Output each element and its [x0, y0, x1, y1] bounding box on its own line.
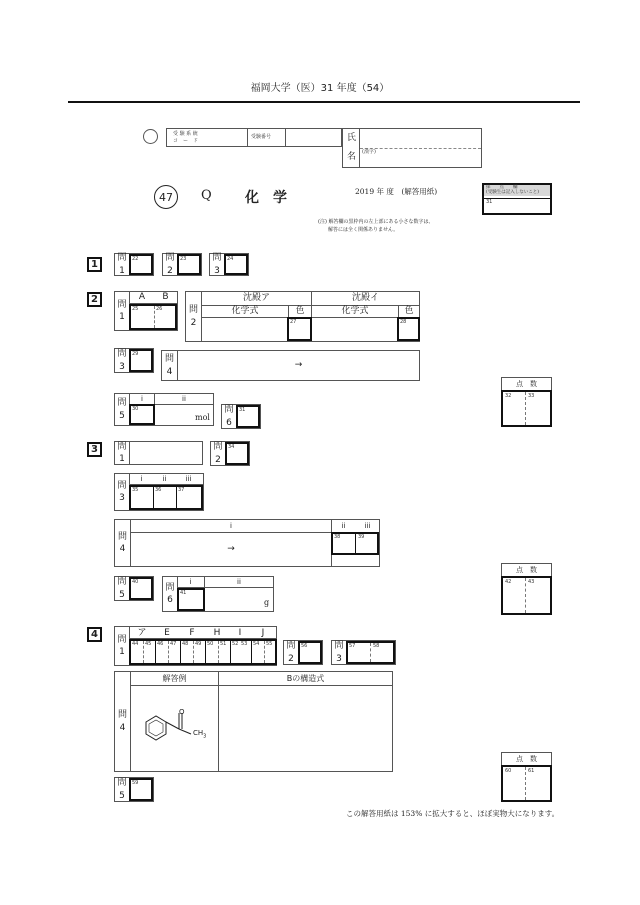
q4-2: 問 2 56 — [283, 640, 323, 665]
answer-box[interactable]: 23 — [177, 254, 201, 275]
section-2-number: 2 — [87, 292, 102, 307]
exam-code-label: 受 験 系 統 コ ー ド — [173, 131, 199, 144]
exam-info-row — [166, 128, 342, 147]
admin-label: 採 点 欄 (受験生は記入しないこと) — [486, 185, 540, 195]
answer-box[interactable]: 57 58 — [346, 641, 395, 664]
q4-5: 問 5 59 — [114, 777, 154, 802]
q3-6: 問 6 i ii 41 g — [162, 576, 274, 612]
answer-box[interactable]: 35 36 37 — [129, 485, 203, 510]
q1-3: 問 3 24 — [209, 253, 249, 276]
answer-box[interactable]: 28 — [397, 317, 420, 341]
q3-3: 問 3 i ii iii 35 36 37 — [114, 473, 204, 511]
example-label: 解答例 — [162, 674, 187, 683]
acetophenone-structure — [135, 706, 217, 746]
structure-field[interactable] — [219, 686, 392, 771]
answer-box[interactable]: 22 — [129, 254, 153, 275]
year-label: 2019 年 度 (解答用紙) — [355, 187, 438, 196]
answer-box[interactable]: 56 — [298, 641, 322, 664]
subject-number: 47 — [154, 185, 178, 209]
name-box — [342, 128, 482, 168]
mol-field[interactable] — [156, 405, 194, 425]
q4-3: 問 3 57 58 — [331, 640, 396, 665]
section-3-number: 3 — [87, 442, 102, 457]
admin-box: 採 点 欄 (受験生は記入しないこと) 31 — [482, 183, 552, 215]
q2-1: 問 1 A B 25 26 — [114, 291, 178, 331]
answer-field[interactable] — [130, 442, 202, 464]
score-box: 点 数 42 43 — [501, 563, 552, 615]
registration-circle — [143, 129, 158, 144]
reaction-field[interactable] — [131, 533, 331, 566]
exam-number-label: 受験番号 — [251, 134, 272, 140]
answer-box[interactable]: 31 — [236, 405, 260, 428]
methyl-label: $CH_3$ — [193, 729, 207, 740]
section-4-number: 4 — [87, 627, 102, 642]
q3-2: 問 2 34 — [210, 441, 250, 466]
q2-2: 問 2 沈殿ア 沈殿イ 化学式 色 化学式 色 27 28 — [185, 291, 420, 342]
q4-4: 問 4 解答例 Bの構造式 O $CH_3$ — [114, 671, 393, 772]
header-rule — [68, 101, 580, 103]
answer-box[interactable]: 34 — [225, 442, 249, 465]
answer-box[interactable]: 38 39 — [331, 532, 379, 555]
answer-box[interactable]: 29 — [129, 349, 153, 372]
name-field[interactable] — [360, 129, 481, 167]
score-box: 点 数 32 33 — [501, 377, 552, 427]
q2-5: 問 5 i ii 30 mol — [114, 393, 214, 426]
carbonyl-oxygen: O — [179, 708, 185, 716]
q4-1: 問 1 ア E F H I J 44 45 46 47 48 49 50 51 52 53 54 55 — [114, 626, 277, 666]
formula-field-i[interactable] — [312, 318, 398, 341]
answer-box[interactable]: 24 — [224, 254, 248, 275]
formula-field-a[interactable] — [202, 318, 288, 341]
name-char-1: 氏 — [347, 133, 357, 143]
name-note: (漢字) — [362, 149, 376, 155]
reaction-field[interactable] — [178, 351, 419, 380]
q1-2: 問 2 23 — [162, 253, 202, 276]
q3-5: 問 5 40 — [114, 576, 154, 601]
section-1-number: 1 — [87, 257, 102, 272]
exam-code-field[interactable] — [211, 129, 247, 146]
answer-box[interactable]: 30 — [129, 404, 155, 425]
structure-label: Bの構造式 — [286, 674, 325, 683]
reaction-arrow: → — [294, 360, 303, 370]
q2-3: 問 3 29 — [114, 348, 154, 373]
subject-code: Q — [201, 188, 212, 203]
q3-1: 問 1 — [114, 441, 203, 465]
note: (注) 解答欄の黒枠内の左上部にある小さな数字は、 解答には全く関係ありません。 — [318, 219, 434, 233]
mass-field[interactable] — [206, 588, 261, 611]
q1-1: 問 1 22 — [114, 253, 154, 276]
q2-4: 問 4 → — [161, 350, 420, 381]
answer-box[interactable]: 40 — [129, 577, 153, 600]
exam-number-field[interactable] — [285, 129, 341, 146]
q2-6: 問 6 31 — [221, 404, 261, 429]
answer-box[interactable]: 25 26 — [129, 304, 177, 330]
answer-box[interactable]: 41 — [177, 588, 205, 611]
q3-4: 問 4 i ii iii → 38 39 — [114, 519, 380, 567]
answer-box[interactable]: 59 — [129, 778, 153, 801]
score-box: 点 数 60 61 — [501, 752, 552, 802]
answer-box[interactable]: 44 45 46 47 48 49 50 51 52 53 54 55 — [129, 639, 277, 665]
subject-name: 化 学 — [245, 190, 287, 206]
answer-box[interactable]: 27 — [287, 317, 312, 341]
name-char-2: 名 — [347, 152, 357, 162]
page-header: 福岡大学（医）31 年度（54） — [250, 83, 390, 94]
footer-note: この解答用紙は 153% に拡大すると、ほぼ実物大になります。 — [346, 809, 560, 818]
